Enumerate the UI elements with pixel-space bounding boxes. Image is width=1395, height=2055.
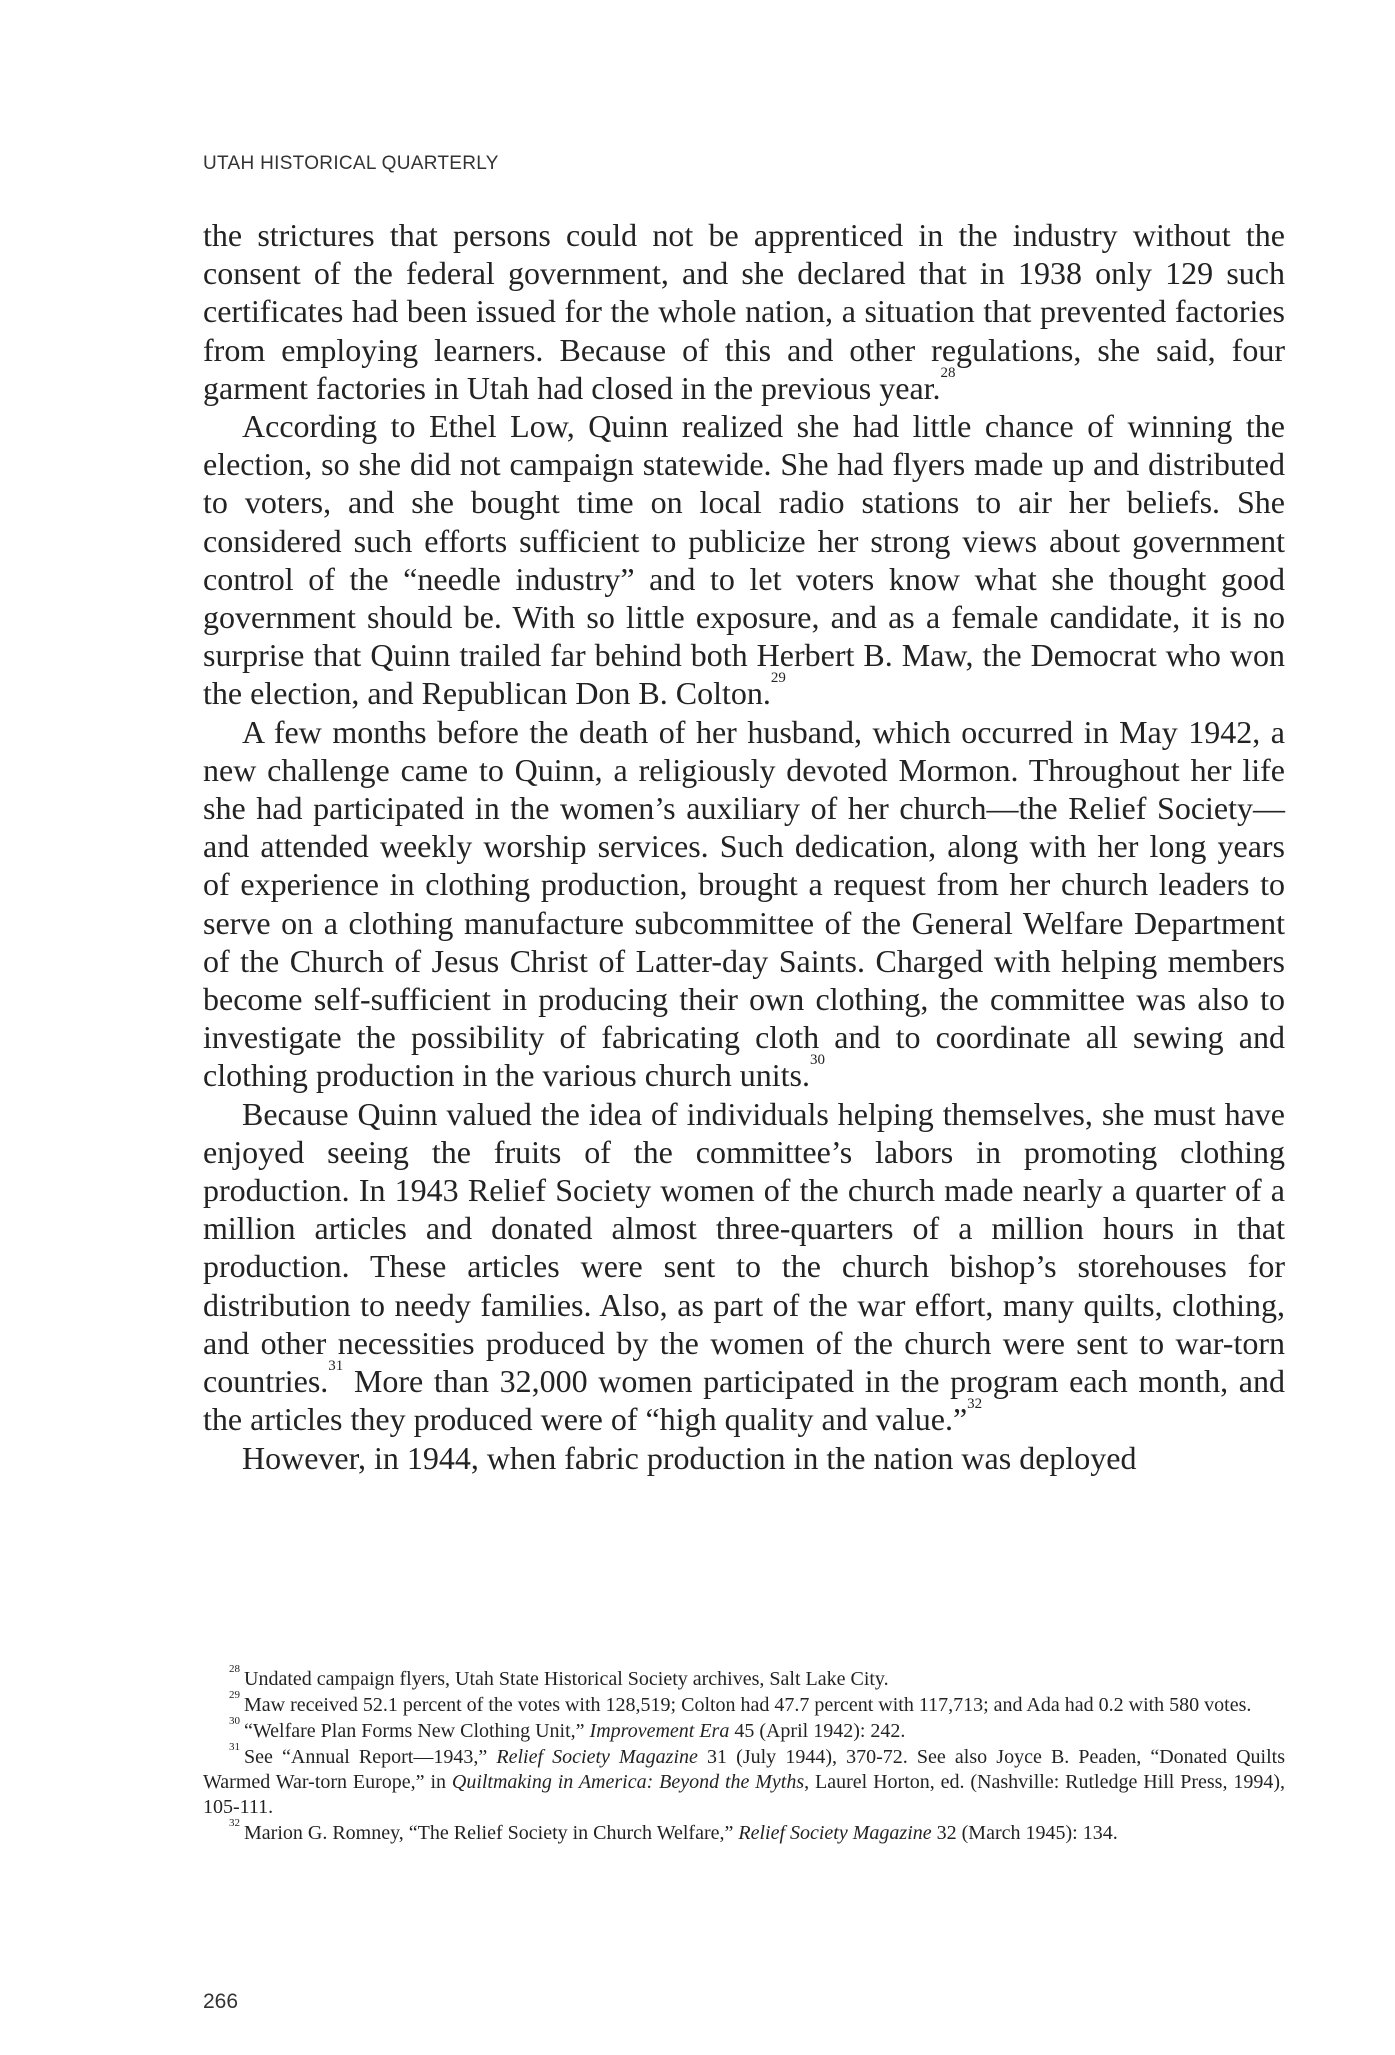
footnote-number: 32 [229,1817,240,1829]
paragraph [203,407,1285,713]
paragraph-text: However, in 1944, when fabric production in the nation was deployed [242,1439,1137,1476]
footnote [203,1741,1285,1820]
publication-title: Improvement Era [589,1720,730,1742]
footnote [203,1817,1285,1846]
publication-title: Relief Society Magazine [738,1822,932,1844]
footnote-text: Undated campaign flyers, Utah State Historical Society archives, Salt Lake City. [244,1668,889,1690]
paragraph [203,1095,1285,1439]
footnote-text: See “Annual Report—1943,” [244,1746,497,1768]
footnote-text: “Welfare Plan Forms New Clothing Unit,” [244,1720,590,1742]
footnote-number: 31 [229,1741,240,1753]
paragraph-text: A few months before the death of her husband, which occurred in May 1942, a new challenge came to Quinn, a religiously devoted Mormon. Throughout her life she had participated in the women’s auxiliary of her church—the Relief Society—and attended weekly worship services. Such dedication, along with her long years of experience in clothing production, brought a request from her church leaders to serve on a clothing manufacture subcommittee of the General Welfare Department of the Church of Jesus Christ of Latter-day Saints. Charged with helping members become self-sufficient in producing their own clothing, the committee was also to investigate the possibility of fabricating cloth and to coordinate all sewing and clothing production in the various church units. [203,713,1285,1094]
page-number: 266 [203,1990,239,2013]
paragraph-text: Because Quinn valued the idea of individuals helping themselves, she must have enjoyed seeing the fruits of the committee’s labors in promoting clothing production. In 1943 Relief Society women of the church made nearly a quarter of a million articles and donated almost three-quarters of a million hours in that production. These articles were sent to the church bishop’s storehouses for distribution to needy families. Also, as part of the war effort, many quilts, clothing, and other necessities produced by the women of the church were sent to war-torn countries. [203,1095,1285,1400]
footnote-ref: 31 [328,1358,344,1375]
paragraph-text: According to Ethel Low, Quinn realized she had little chance of winning the election, so she did not campaign statewide. She had flyers made up and distributed to voters, and she bought time on local radio stations to air her beliefs. She considered such efforts sufficient to publicize her strong views about government control of the “needle industry” and to let voters know what she thought good government should be. With so little exposure, and as a female candidate, it is no surprise that Quinn trailed far behind both Herbert B. Maw, the Democrat who won the election, and Republican Don B. Colton. [203,408,1285,712]
footnote-ref: 28 [940,364,956,381]
paragraph [203,1439,1285,1477]
footnote-ref: 32 [967,1396,983,1413]
body-text [203,216,1285,1477]
footnote [203,1663,1285,1692]
paragraph [203,216,1285,407]
footnote-number: 29 [229,1689,240,1701]
footnote-ref: 30 [810,1052,825,1069]
publication-title: Quiltmaking in America: Beyond the Myths [451,1771,805,1793]
footnote-text: , Laurel Horton, ed. (Nashville: Rutledge Hill Press, 1994), 105-111. [203,1771,1285,1818]
footnote-number: 28 [229,1663,240,1675]
footnote-text: Maw received 52.1 percent of the votes with 128,519; Colton had 47.7 percent with 117,713; and Ada had 0.2 with 580 votes. [244,1694,1252,1716]
running-head: UTAH HISTORICAL QUARTERLY [203,153,499,174]
paragraph-text: More than 32,000 women participated in the program each month, and the articles they produced were of “high quality and value.” [203,1363,1285,1438]
footnote-text: 45 (April 1942): 242. [729,1720,906,1742]
paragraph [203,713,1285,1095]
footnote [203,1689,1285,1718]
publication-title: Relief Society Magazine [496,1746,698,1768]
footnote-ref: 29 [770,670,786,687]
paragraph-text: the strictures that persons could not be apprenticed in the industry without the consent of the federal government, and she declared that in 1938 only 129 such certificates had been issued for the whole nation, a situation that prevented factories from employing learners. Because of this and other regulations, she said, four garment factories in Utah had closed in the previous year. [203,217,1285,406]
footnote-number: 30 [229,1715,240,1727]
footnote-text: Marion G. Romney, “The Relief Society in Church Welfare,” [244,1822,739,1844]
footnotes [203,1663,1285,1847]
footnote-text: 31 (July 1944), 370-72. See also Joyce B. Peaden, “Donated Quilts Warmed War-torn Europe,” in [203,1746,1285,1793]
footnote [203,1715,1285,1744]
footnote-text: 32 (March 1945): 134. [931,1822,1118,1844]
